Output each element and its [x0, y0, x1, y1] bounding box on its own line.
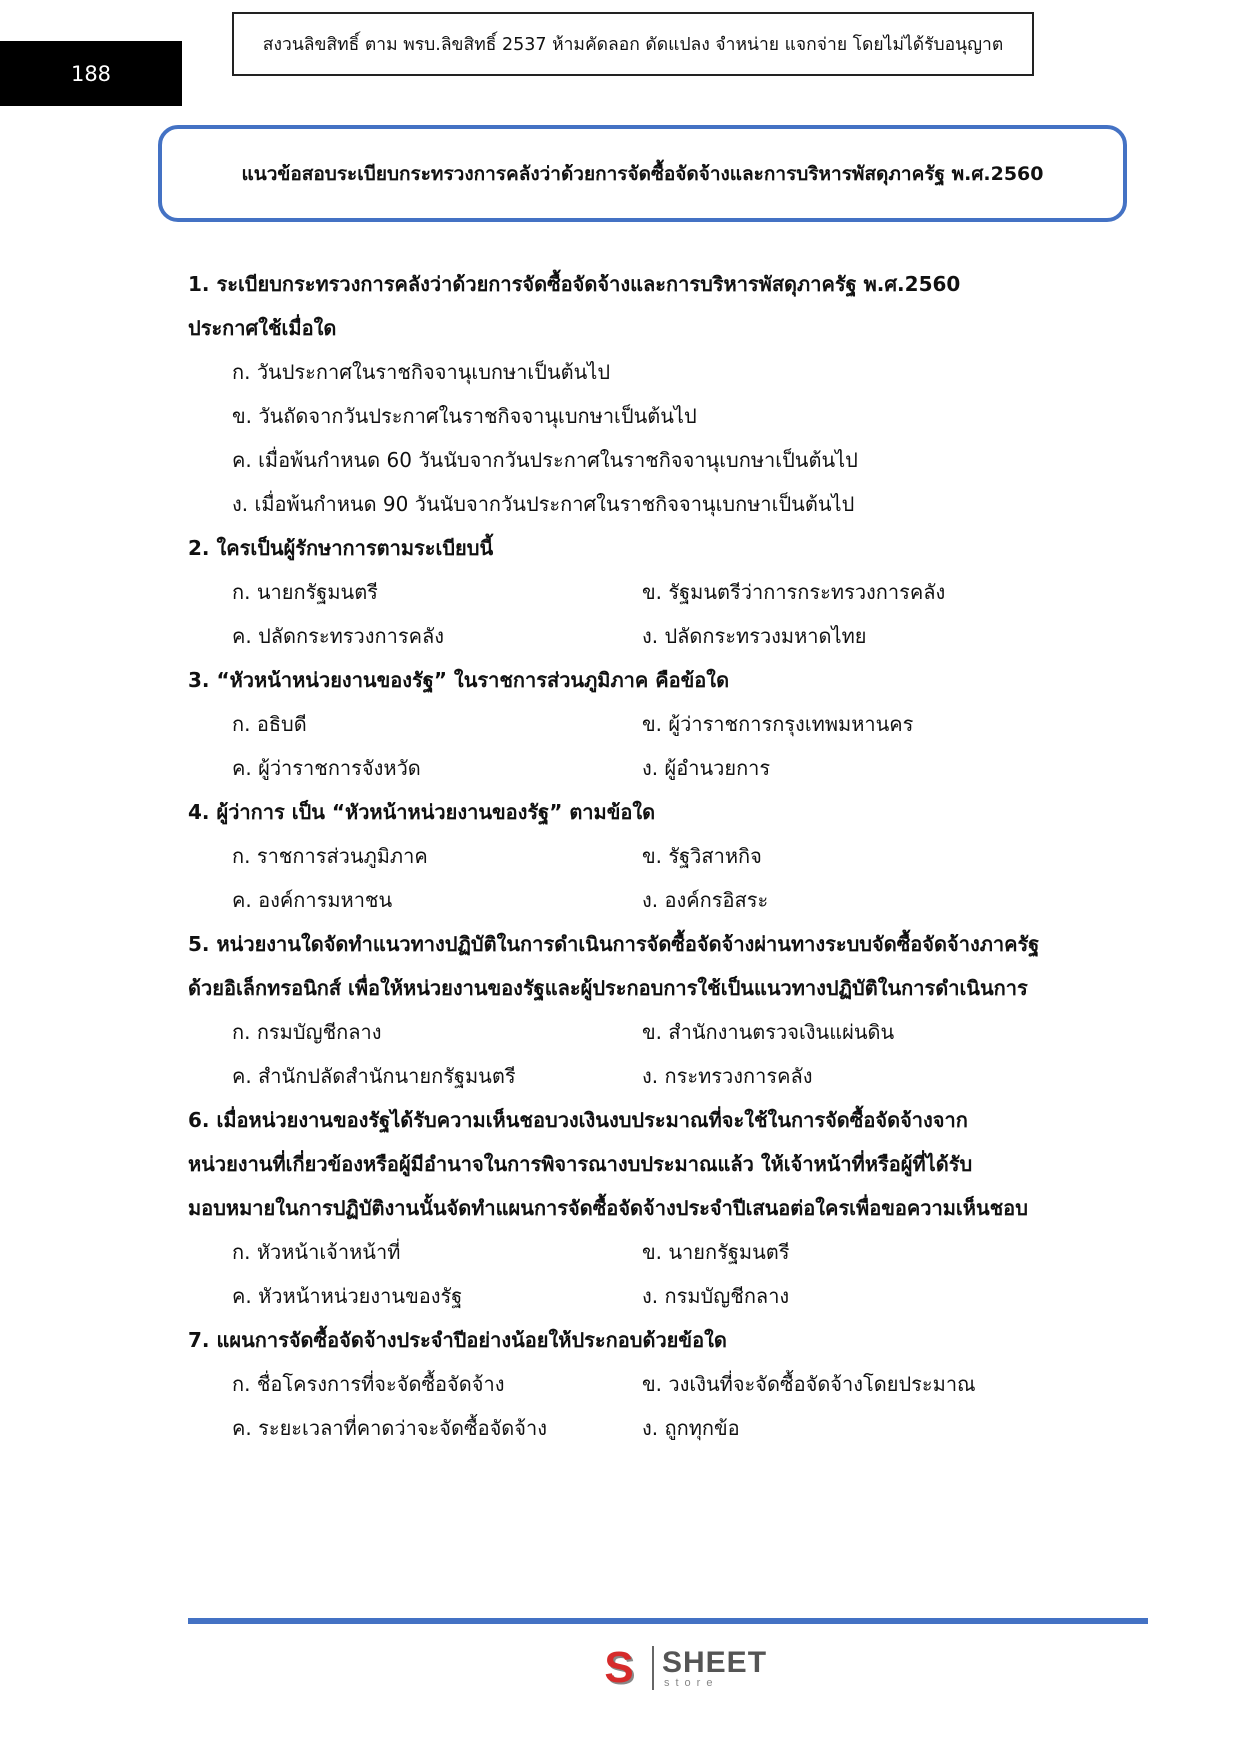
- question-text: 1. ระเบียบกระทรวงการคลังว่าด้วยการจัดซื้อจัดจ้างและการบริหารพัสดุภาครัฐ พ.ศ.2560: [188, 272, 961, 296]
- question-1: [188, 262, 1108, 526]
- answer-option: ง. ถูกทุกข้อ: [642, 1416, 740, 1440]
- answer-option: ข. สำนักงานตรวจเงินแผ่นดิน: [642, 1020, 895, 1044]
- question-5: [188, 922, 1108, 1098]
- section-title: แนวข้อสอบระเบียบกระทรวงการคลังว่าด้วยการจัดซื้อจัดจ้างและการบริหารพัสดุภาครัฐ พ.ศ.2560: [158, 125, 1127, 222]
- answer-option: ข. ผู้ว่าราชการกรุงเทพมหานคร: [642, 712, 914, 736]
- answer-option: ข. วงเงินที่จะจัดซื้อจัดจ้างโดยประมาณ: [642, 1372, 976, 1396]
- answer-option: ค. ระยะเวลาที่คาดว่าจะจัดซื้อจัดจ้าง: [232, 1416, 548, 1440]
- answer-option: ค. ปลัดกระทรวงการคลัง: [232, 624, 445, 648]
- answer-option: ก. ราชการส่วนภูมิภาค: [232, 844, 428, 868]
- question-7: [188, 1318, 1108, 1450]
- question-text: 7. แผนการจัดซื้อจัดจ้างประจำปีอย่างน้อยให้ประกอบด้วยข้อใด: [188, 1328, 727, 1352]
- answer-option: ก. อธิบดี: [232, 712, 307, 736]
- question-text: ด้วยอิเล็กทรอนิกส์ เพื่อให้หน่วยงานของรัฐและผู้ประกอบการใช้เป็นแนวทางปฏิบัติในการดำเนินการ: [188, 976, 1028, 1000]
- answer-option: ก. วันประกาศในราชกิจจานุเบกษาเป็นต้นไป: [232, 360, 611, 384]
- footer-divider: [188, 1618, 1148, 1624]
- answer-option: ง. ผู้อำนวยการ: [642, 756, 771, 780]
- answer-option: ค. เมื่อพ้นกำหนด 60 วันนับจากวันประกาศในราชกิจจานุเบกษาเป็นต้นไป: [232, 448, 858, 472]
- question-text: 6. เมื่อหน่วยงานของรัฐได้รับความเห็นชอบวงเงินงบประมาณที่จะใช้ในการจัดซื้อจัดจ้างจาก: [188, 1108, 968, 1132]
- logo-s-icon: S: [604, 1643, 634, 1692]
- answer-option: ก. นายกรัฐมนตรี: [232, 580, 378, 604]
- question-3: [188, 658, 1108, 790]
- question-text: 3. “หัวหน้าหน่วยงานของรัฐ” ในราชการส่วนภูมิภาค คือข้อใด: [188, 668, 730, 692]
- answer-option: ข. วันถัดจากวันประกาศในราชกิจจานุเบกษาเป็นต้นไป: [232, 404, 697, 428]
- answer-option: ค. องค์การมหาชน: [232, 888, 393, 912]
- sheet-store-logo: [594, 1640, 767, 1696]
- answer-option: ค. สำนักปลัดสำนักนายกรัฐมนตรี: [232, 1064, 516, 1088]
- answer-option: ข. รัฐวิสาหกิจ: [642, 844, 762, 868]
- question-2: [188, 526, 1108, 658]
- question-text: หน่วยงานที่เกี่ยวข้องหรือผู้มีอำนาจในการพิจารณางบประมาณแล้ว ให้เจ้าหน้าที่หรือผู้ที่ได้รับ: [188, 1152, 973, 1176]
- answer-option: ข. นายกรัฐมนตรี: [642, 1240, 790, 1264]
- question-4: [188, 790, 1108, 922]
- question-text: 4. ผู้ว่าการ เป็น “หัวหน้าหน่วยงานของรัฐ” ตามข้อใด: [188, 800, 656, 824]
- page-number: 188: [0, 41, 182, 106]
- question-list: [188, 262, 1108, 1450]
- answer-option: ง. ปลัดกระทรวงมหาดไทย: [642, 624, 867, 648]
- answer-option: ง. กระทรวงการคลัง: [642, 1064, 813, 1088]
- question-text: ประกาศใช้เมื่อใด: [188, 316, 337, 340]
- logo-divider: [652, 1646, 654, 1690]
- question-text: 2. ใครเป็นผู้รักษาการตามระเบียบนี้: [188, 536, 494, 560]
- answer-option: ค. ผู้ว่าราชการจังหวัด: [232, 756, 421, 780]
- copyright-notice: สงวนลิขสิทธิ์ ตาม พรบ.ลิขสิทธิ์ 2537 ห้ามคัดลอก ดัดแปลง จำหน่าย แจกจ่าย โดยไม่ได้รับอนุญาต: [232, 12, 1034, 76]
- answer-option: ข. รัฐมนตรีว่าการกระทรวงการคลัง: [642, 580, 946, 604]
- answer-option: ง. เมื่อพ้นกำหนด 90 วันนับจากวันประกาศในราชกิจจานุเบกษาเป็นต้นไป: [232, 492, 855, 516]
- answer-option: ง. กรมบัญชีกลาง: [642, 1284, 790, 1308]
- answer-option: ค. หัวหน้าหน่วยงานของรัฐ: [232, 1284, 463, 1308]
- answer-option: ก. กรมบัญชีกลาง: [232, 1020, 382, 1044]
- answer-option: ก. ชื่อโครงการที่จะจัดซื้อจัดจ้าง: [232, 1372, 505, 1396]
- question-6: [188, 1098, 1108, 1318]
- answer-option: ก. หัวหน้าเจ้าหน้าที่: [232, 1240, 401, 1264]
- logo-text: SHEET: [662, 1645, 768, 1679]
- logo-subtext: store: [664, 1676, 719, 1689]
- answer-option: ง. องค์กรอิสระ: [642, 888, 769, 912]
- question-text: มอบหมายในการปฏิบัติงานนั้นจัดทำแผนการจัดซื้อจัดจ้างประจำปีเสนอต่อใครเพื่อขอความเห็นชอบ: [188, 1196, 1028, 1220]
- question-text: 5. หน่วยงานใดจัดทำแนวทางปฏิบัติในการดำเนินการจัดซื้อจัดจ้างผ่านทางระบบจัดซื้อจัดจ้างภาครัฐ: [188, 932, 1040, 956]
